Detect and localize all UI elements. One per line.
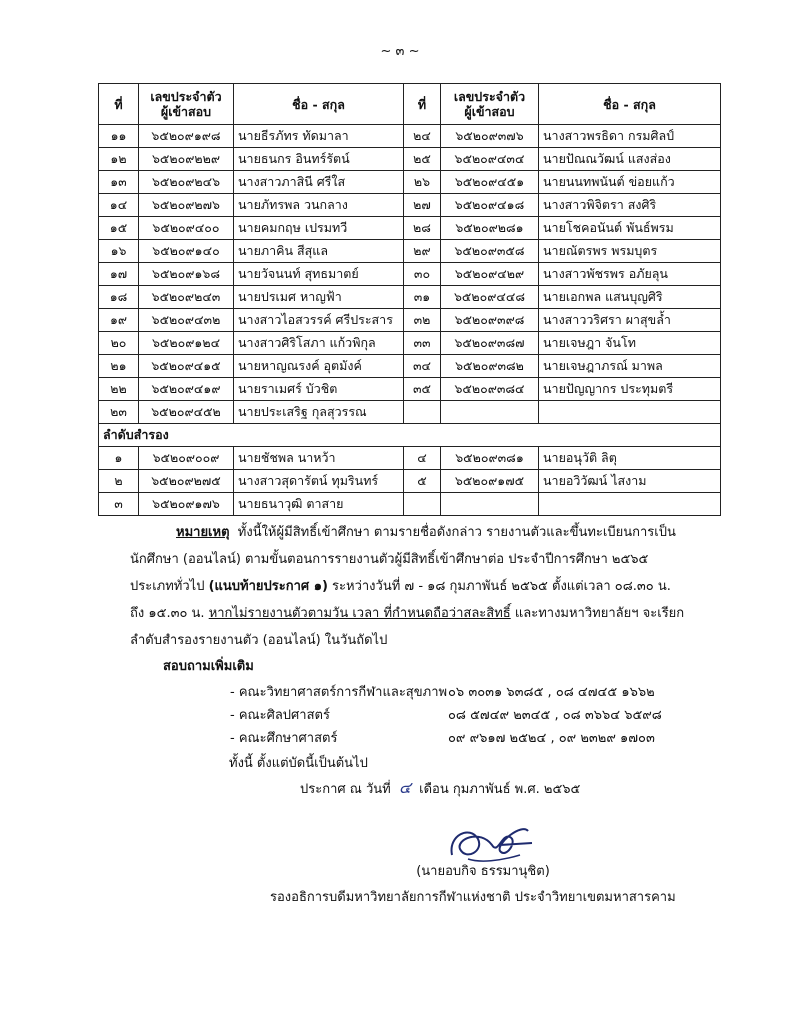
header-no-left: ที่: [99, 84, 139, 125]
candidate-id: ๖๕๒๐๙๓๘๑: [441, 447, 539, 470]
candidate-name: นายคมกฤษ เปรมทวี: [234, 217, 404, 240]
candidate-id: ๖๕๒๐๙๒๗๖: [139, 194, 234, 217]
reserve-list: [99, 447, 721, 516]
remark-text-4b: และทางมหาวิทยาลัยฯ จะเรียก: [510, 606, 685, 621]
row-number: ๒๓: [99, 401, 139, 424]
candidate-name: นายราเมศร์ บัวชิต: [234, 378, 404, 401]
remark-text-1: ทั้งนี้ให้ผู้มีสิทธิ์เข้าศึกษา ตามรายชื่อดังกล่าว รายงานตัวและขึ้นทะเบียนการเป็น: [237, 525, 676, 540]
header-id-line2: ผู้เข้าสอบ: [160, 104, 212, 119]
candidate-name: นายภัทรพล วนกลาง: [234, 194, 404, 217]
remark-text-3-bold: (แนบท้ายประกาศ ๑): [208, 579, 328, 594]
remark-text-4a: ถึง ๑๕.๓๐ น.: [130, 606, 209, 621]
candidate-name: นายธนาวุฒิ ตาสาย: [234, 493, 404, 516]
remark-block: [130, 519, 700, 654]
candidate-name: นายวัจนนท์ สุทธมาตย์: [234, 263, 404, 286]
candidate-name: [539, 401, 721, 424]
remark-line-2: นักศึกษา (ออนไลน์) ตามขั้นตอนการรายงานตัวผู้มีสิทธิ์เข้าศึกษาต่อ ประจำปีการศึกษา ๒๕๖๕: [130, 552, 649, 567]
table-row: [99, 171, 721, 194]
row-number: ๒๑: [99, 355, 139, 378]
table-row: [99, 148, 721, 171]
remark-line-1: [130, 519, 700, 546]
row-number: [404, 493, 441, 516]
table-row: [99, 378, 721, 401]
candidate-id: ๖๕๒๐๙๑๗๕: [441, 470, 539, 493]
candidate-id: ๖๕๒๐๙๔๑๙: [139, 378, 234, 401]
signer-title: รองอธิการบดีมหาวิทยาลัยการกีฬาแห่งชาติ ประจำวิทยาเขตมหาสารคาม: [270, 890, 676, 905]
row-number: ๑๗: [99, 263, 139, 286]
row-number: ๒๒: [99, 378, 139, 401]
row-number: ๑๒: [99, 148, 139, 171]
table-row: [99, 493, 721, 516]
remark-label: หมายเหตุ: [176, 525, 230, 540]
row-number: ๓: [99, 493, 139, 516]
row-number: ๑: [99, 447, 139, 470]
candidate-id: ๖๕๒๐๙๑๔๐: [139, 240, 234, 263]
candidate-name: นางสาววริศรา ผาสุขล้ำ: [539, 309, 721, 332]
candidate-id: ๖๕๒๐๙๑๖๘: [139, 263, 234, 286]
row-number: ๒๐: [99, 332, 139, 355]
candidate-id: [441, 401, 539, 424]
candidate-id: ๖๕๒๐๙๒๒๙: [139, 148, 234, 171]
contact-faculty: - คณะศิลปศาสตร์: [230, 708, 330, 723]
candidate-name: นายอนุวัติ ลิตุ: [539, 447, 721, 470]
header-name-left: ชื่อ - สกุล: [234, 84, 404, 125]
row-number: ๔: [404, 447, 441, 470]
row-number: ๓๓: [404, 332, 441, 355]
row-number: [404, 401, 441, 424]
contact-phones: ๐๘ ๕๗๔๙ ๒๓๔๕ , ๐๘ ๓๖๖๔ ๖๕๙๘: [448, 708, 662, 723]
table-row: [99, 217, 721, 240]
header-id-right: [441, 84, 539, 125]
row-number: ๓๐: [404, 263, 441, 286]
row-number: ๑๑: [99, 125, 139, 148]
table-row: [99, 286, 721, 309]
row-number: ๑๖: [99, 240, 139, 263]
row-number: ๒๗: [404, 194, 441, 217]
remark-line-3: [130, 573, 700, 600]
reserve-header-row: [99, 424, 721, 447]
row-number: ๓๑: [404, 286, 441, 309]
header-id-line1: เลขประจำตัว: [453, 89, 526, 104]
table-row: [99, 401, 721, 424]
closing-statement: ทั้งนี้ ตั้งแต่บัดนี้เป็นต้นไป: [229, 756, 368, 771]
header-id-line2: ผู้เข้าสอบ: [464, 104, 515, 119]
header-id-line1: เลขประจำตัว: [150, 89, 222, 104]
candidate-id: ๖๕๒๐๙๐๐๙: [139, 447, 234, 470]
remark-line-5: ลำดับสำรองรายงานตัว (ออนไลน์) ในวันถัดไป: [130, 633, 388, 648]
candidate-name: นายโชคอนันต์ พันธ์พรม: [539, 217, 721, 240]
announcement-day: ๔: [398, 778, 411, 797]
candidate-name: นายปัญญากร ประทุมตรี: [539, 378, 721, 401]
candidate-id: ๖๕๒๐๙๔๐๐: [139, 217, 234, 240]
table-row: [99, 263, 721, 286]
candidate-name: นายธนกร อินทร์รัตน์: [234, 148, 404, 171]
contact-item: [230, 727, 710, 750]
table-row: [99, 125, 721, 148]
candidate-name: นายนนทพนันต์ ข่อยแก้ว: [539, 171, 721, 194]
table-row: [99, 470, 721, 493]
candidate-id: ๖๕๒๐๙๒๘๑: [441, 217, 539, 240]
candidate-id: ๖๕๒๐๙๔๑๕: [139, 355, 234, 378]
candidate-name: นางสาวภาสินี ศรีใส: [234, 171, 404, 194]
candidate-id: ๖๕๒๐๙๓๙๘: [441, 309, 539, 332]
table-row: [99, 194, 721, 217]
candidate-name: นายเจษฎา จันโท: [539, 332, 721, 355]
contact-item: [230, 681, 710, 704]
row-number: ๑๙: [99, 309, 139, 332]
candidate-id: ๖๕๒๐๙๔๑๘: [441, 194, 539, 217]
candidate-name: นายชัชพล นาหว้า: [234, 447, 404, 470]
row-number: ๒๖: [404, 171, 441, 194]
candidate-id: ๖๕๒๐๙๑๒๔: [139, 332, 234, 355]
inquiry-title: สอบถามเพิ่มเติม: [163, 659, 254, 674]
candidate-name: นายประเสริฐ กุลสุวรรณ: [234, 401, 404, 424]
candidate-name: นายธีรภัทร ทัดมาลา: [234, 125, 404, 148]
candidate-id: ๖๕๒๐๙๔๓๒: [139, 309, 234, 332]
remark-line-4: [130, 600, 700, 627]
candidate-id: ๖๕๒๐๙๒๔๓: [139, 286, 234, 309]
row-number: ๓๔: [404, 355, 441, 378]
announcement-prefix: ประกาศ ณ วันที่: [300, 782, 391, 797]
contact-phones: ๐๖ ๓๐๓๑ ๖๓๘๕ , ๐๘ ๔๗๔๕ ๑๖๖๒: [448, 685, 655, 700]
candidate-id: ๖๕๒๐๙๔๔๘: [441, 286, 539, 309]
candidate-table: [98, 83, 721, 516]
candidate-id: ๖๕๒๐๙๒๗๕: [139, 470, 234, 493]
table-row: [99, 309, 721, 332]
row-number: ๓๒: [404, 309, 441, 332]
header-no-right: ที่: [404, 84, 441, 125]
candidate-name: นายณัตรพร พรมบุตร: [539, 240, 721, 263]
row-number: ๒: [99, 470, 139, 493]
candidate-name: นายหาญณรงค์ อุตมังค์: [234, 355, 404, 378]
table-row: [99, 447, 721, 470]
main-list: [99, 125, 721, 424]
candidate-id: ๖๕๒๐๙๓๗๖: [441, 125, 539, 148]
row-number: ๕: [404, 470, 441, 493]
signer-name: (นายอบกิจ ธรรมานุชิต): [416, 864, 550, 879]
candidate-name: นายปรเมศ หาญฟ้า: [234, 286, 404, 309]
candidate-id: ๖๕๒๐๙๔๕๒: [139, 401, 234, 424]
candidate-name: นางสาวศิริโสภา แก้วพิกุล: [234, 332, 404, 355]
reserve-label: ลำดับสำรอง: [99, 424, 721, 447]
candidate-id: ๖๕๒๐๙๔๒๙: [441, 263, 539, 286]
remark-text-3a: ประเภททั่วไป: [130, 579, 209, 594]
candidate-name: นายเจษฎาภรณ์ มาพล: [539, 355, 721, 378]
candidate-name: นายปัณณวัฒน์ แสงส่อง: [539, 148, 721, 171]
table-row: [99, 355, 721, 378]
row-number: ๓๕: [404, 378, 441, 401]
candidate-name: นายภาคิน สีสุแล: [234, 240, 404, 263]
contact-faculty: - คณะวิทยาศาสตร์การกีฬาและสุขภาพ: [230, 685, 448, 700]
candidate-id: ๖๕๒๐๙๑๗๖: [139, 493, 234, 516]
table-header-row: [99, 84, 721, 125]
candidate-id: ๖๕๒๐๙๑๙๘: [139, 125, 234, 148]
candidate-id: ๖๕๒๐๙๓๕๘: [441, 240, 539, 263]
row-number: ๑๕: [99, 217, 139, 240]
candidate-id: ๖๕๒๐๙๔๓๔: [441, 148, 539, 171]
row-number: ๒๕: [404, 148, 441, 171]
row-number: ๒๙: [404, 240, 441, 263]
header-name-right: ชื่อ - สกุล: [539, 84, 721, 125]
announcement-date: [300, 776, 584, 801]
candidate-id: ๖๕๒๐๙๒๔๖: [139, 171, 234, 194]
page-number: ~ ๓ ~: [380, 44, 420, 59]
candidate-id: ๖๕๒๐๙๓๘๒: [441, 355, 539, 378]
candidate-id: ๖๕๒๐๙๓๘๔: [441, 378, 539, 401]
remark-text-4-underlined: หากไม่รายงานตัวตามวัน เวลา ที่กำหนดถือว่าสละสิทธิ์: [208, 606, 511, 621]
table-row: [99, 240, 721, 263]
candidate-id: ๖๕๒๐๙๓๘๗: [441, 332, 539, 355]
row-number: ๑๔: [99, 194, 139, 217]
table-row: [99, 332, 721, 355]
row-number: ๑๓: [99, 171, 139, 194]
contact-faculty: - คณะศึกษาศาสตร์: [230, 731, 338, 746]
row-number: ๒๔: [404, 125, 441, 148]
announcement-month: เดือน กุมภาพันธ์ พ.ศ. ๒๕๖๕: [419, 782, 581, 797]
candidate-name: นางสาวพรธิดา กรมศิลป์: [539, 125, 721, 148]
row-number: ๑๘: [99, 286, 139, 309]
candidate-name: นายอวิวัฒน์ ไสงาม: [539, 470, 721, 493]
reserve-section: [99, 424, 721, 447]
remark-text-3b: ระหว่างวันที่ ๗ - ๑๘ กุมภาพันธ์ ๒๕๖๕ ตั้งแต่เวลา ๐๘.๓๐ น.: [327, 579, 671, 594]
contact-list: [230, 681, 710, 750]
candidate-name: นางสาวสุดารัตน์ ทุมรินทร์: [234, 470, 404, 493]
contact-phones: ๐๙ ๙๖๑๗ ๒๕๒๔ , ๐๙ ๒๓๒๙ ๑๗๐๓: [448, 731, 655, 746]
row-number: ๒๘: [404, 217, 441, 240]
candidate-name: นางสาวพิจิตรา สงศิริ: [539, 194, 721, 217]
candidate-name: นางสาวพัชรพร อภัยลุน: [539, 263, 721, 286]
candidate-name: [539, 493, 721, 516]
header-id-left: [139, 84, 234, 125]
contact-item: [230, 704, 710, 727]
candidate-id: [441, 493, 539, 516]
candidate-name: นายเอกพล แสนบุญศิริ: [539, 286, 721, 309]
candidate-id: ๖๕๒๐๙๔๕๑: [441, 171, 539, 194]
candidate-name: นางสาวไอสวรรค์ ศรีประสาร: [234, 309, 404, 332]
